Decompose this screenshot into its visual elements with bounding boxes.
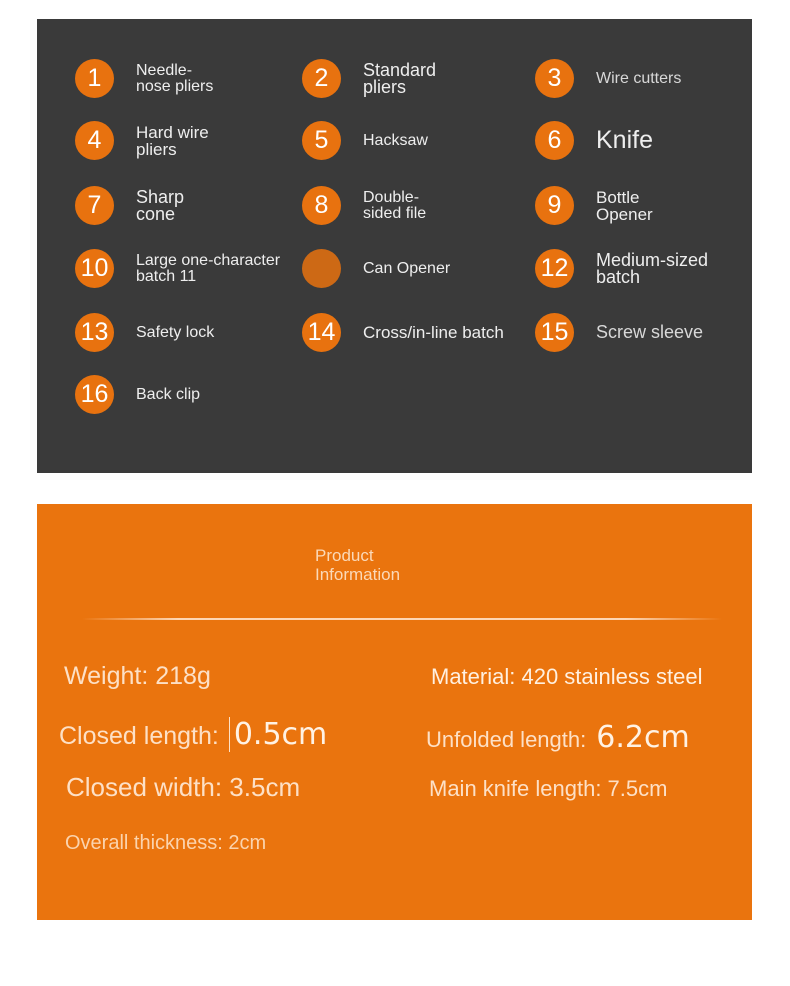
number-badge bbox=[302, 249, 341, 288]
feature-item-8 bbox=[302, 186, 426, 225]
feature-label: Knife bbox=[596, 126, 653, 154]
feature-label: Hard wire pliers bbox=[136, 122, 209, 159]
spec-main-knife-length: Main knife length: 7.5cm bbox=[429, 776, 668, 801]
feature-label: Needle- nose pliers bbox=[136, 61, 214, 95]
feature-item-14 bbox=[302, 313, 504, 352]
product-info-title: Product Information bbox=[315, 546, 401, 584]
feature-label: Safety lock bbox=[136, 323, 215, 341]
spec-label: Closed length: bbox=[59, 722, 219, 750]
feature-label: Medium-sized batch bbox=[596, 249, 709, 287]
feature-item-2 bbox=[302, 59, 436, 98]
feature-label: Hacksaw bbox=[363, 131, 428, 149]
number-badge: 12 bbox=[535, 249, 574, 288]
feature-label: Sharp cone bbox=[136, 186, 185, 224]
spec-material: Material: 420 stainless steel bbox=[431, 664, 703, 689]
number-badge: 9 bbox=[535, 186, 574, 225]
spec-label: Unfolded length: bbox=[426, 727, 587, 752]
feature-label: Cross/in-line batch bbox=[363, 323, 504, 342]
spec-closed-length bbox=[59, 717, 327, 752]
feature-item-7 bbox=[75, 186, 184, 225]
feature-item-10 bbox=[75, 249, 280, 288]
feature-label: Double- sided file bbox=[363, 188, 427, 222]
feature-item-11 bbox=[302, 249, 450, 288]
feature-label: Screw sleeve bbox=[596, 322, 704, 342]
feature-item-12 bbox=[535, 249, 708, 288]
feature-item-6 bbox=[535, 121, 653, 160]
feature-item-13 bbox=[75, 313, 214, 352]
feature-item-5 bbox=[302, 121, 428, 160]
number-badge: 7 bbox=[75, 186, 114, 225]
number-badge: 14 bbox=[302, 313, 341, 352]
feature-item-4 bbox=[75, 121, 209, 160]
feature-item-1 bbox=[75, 59, 213, 98]
number-badge: 1 bbox=[75, 59, 114, 98]
number-badge: 8 bbox=[302, 186, 341, 225]
spec-value: 0.5cm bbox=[229, 717, 327, 752]
product-info-panel bbox=[37, 504, 752, 920]
feature-label: Back clip bbox=[136, 385, 201, 403]
number-badge: 6 bbox=[535, 121, 574, 160]
number-badge: 5 bbox=[302, 121, 341, 160]
feature-item-16 bbox=[75, 375, 200, 414]
feature-label: Bottle Opener bbox=[596, 187, 653, 224]
spec-overall-thickness: Overall thickness: 2cm bbox=[65, 832, 267, 854]
feature-item-9 bbox=[535, 186, 653, 225]
number-badge: 13 bbox=[75, 313, 114, 352]
divider bbox=[82, 618, 722, 620]
spec-closed-width: Closed width: 3.5cm bbox=[66, 772, 301, 802]
number-badge: 16 bbox=[75, 375, 114, 414]
spec-weight: Weight: 218g bbox=[64, 662, 211, 690]
feature-label: Wire cutters bbox=[596, 69, 682, 87]
number-badge: 10 bbox=[75, 249, 114, 288]
features-panel bbox=[37, 19, 752, 473]
number-badge: 15 bbox=[535, 313, 574, 352]
feature-label: Can Opener bbox=[363, 259, 451, 277]
spec-unfolded-length bbox=[426, 720, 690, 755]
feature-label: Large one-character batch 11 bbox=[136, 251, 281, 285]
feature-item-15 bbox=[535, 313, 703, 352]
number-badge: 2 bbox=[302, 59, 341, 98]
spec-value: 6.2cm bbox=[596, 720, 690, 755]
feature-label: Standard pliers bbox=[363, 59, 437, 97]
number-badge: 4 bbox=[75, 121, 114, 160]
feature-item-3 bbox=[535, 59, 681, 98]
number-badge: 3 bbox=[535, 59, 574, 98]
